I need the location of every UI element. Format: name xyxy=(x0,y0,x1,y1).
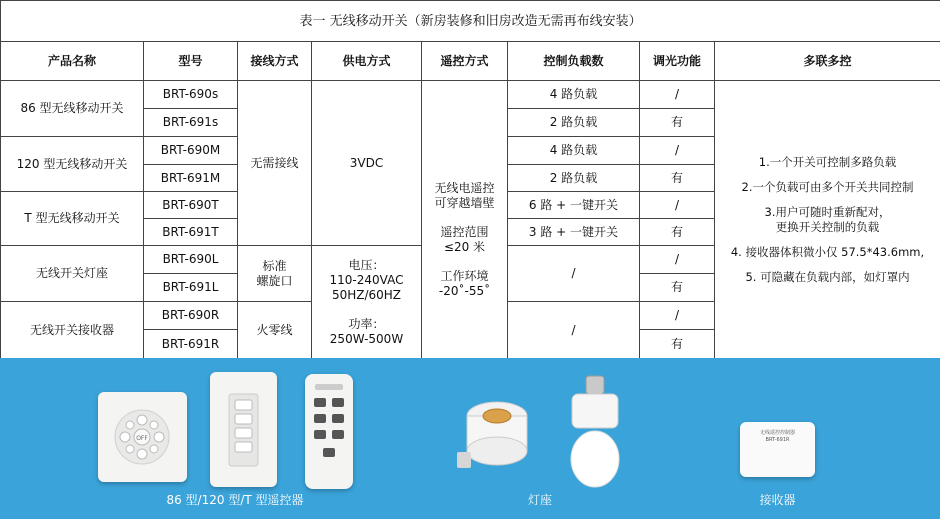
model-cell: BRT-691T xyxy=(144,219,238,246)
load-cell: 4 路负载 xyxy=(508,81,640,109)
model-cell: BRT-690L xyxy=(144,246,238,274)
wiring-cell: 火零线 xyxy=(238,302,312,359)
dimming-cell: / xyxy=(640,137,715,165)
model-cell: BRT-690R xyxy=(144,302,238,330)
wall-remote-120-image xyxy=(210,372,277,487)
product-name: 120 型无线移动开关 xyxy=(1,137,144,192)
lamp-bulb-icon xyxy=(560,374,630,492)
model-cell: BRT-691s xyxy=(144,109,238,137)
wall-remote-86-image xyxy=(98,392,187,482)
product-photo-band xyxy=(0,358,940,519)
power-ac-cell xyxy=(312,246,422,359)
load-cell: 4 路负载 xyxy=(508,137,640,165)
load-cell: / xyxy=(508,302,640,359)
handheld-keys-icon xyxy=(305,374,353,489)
header-power: 供电方式 xyxy=(312,42,422,81)
lamp-holder-caption: 灯座 xyxy=(527,493,552,507)
product-name: 86 型无线移动开关 xyxy=(1,81,144,137)
dimming-cell: 有 xyxy=(640,165,715,192)
receiver-label: 无线遥控控制器 BRT-691R xyxy=(759,430,795,443)
dimming-cell: 有 xyxy=(640,274,715,302)
model-cell: BRT-691R xyxy=(144,330,238,359)
dimming-cell: / xyxy=(640,302,715,330)
remote-keys-icon xyxy=(210,372,277,487)
multi-control-item: 1.一个开关可控制多路负载 xyxy=(758,154,897,169)
remote-line-2: 遥控范围 ≤20 米 xyxy=(440,224,489,254)
handheld-remote-image xyxy=(305,374,353,489)
model-cell: BRT-691L xyxy=(144,274,238,302)
wiring-cell: 无需接线 xyxy=(238,81,312,246)
table-title: 表一 无线移动开关（新房装修和旧房改造无需再布线安装） xyxy=(1,1,940,42)
product-name: 无线开关灯座 xyxy=(1,246,144,302)
lamp-holder-icon xyxy=(455,386,535,481)
multi-control-item: 3.用户可随时重新配对， 更换开关控制的负载 xyxy=(764,204,891,234)
header-load-count: 控制负载数 xyxy=(508,42,640,81)
load-cell: 2 路负载 xyxy=(508,109,640,137)
model-cell: BRT-690T xyxy=(144,192,238,219)
product-name: 无线开关接收器 xyxy=(1,302,144,359)
dimming-cell: / xyxy=(640,192,715,219)
remote-line-1: 无线电遥控 可穿越墙壁 xyxy=(434,180,495,210)
model-cell: BRT-690M xyxy=(144,137,238,165)
header-remote: 遥控方式 xyxy=(422,42,508,81)
receiver-image xyxy=(740,422,815,477)
power-cell: 3VDC xyxy=(312,81,422,246)
remote-dial-icon xyxy=(98,392,187,482)
load-cell: 3 路 + 一键开关 xyxy=(508,219,640,246)
load-cell: / xyxy=(508,246,640,302)
power-voltage: 电压： 110-240VAC 50HZ/60HZ xyxy=(329,257,404,302)
dimming-cell: / xyxy=(640,81,715,109)
header-model: 型号 xyxy=(144,42,238,81)
dimming-cell: 有 xyxy=(640,219,715,246)
multi-control-item: 4. 接收器体积微小仅 57.5*43.6mm, xyxy=(730,244,925,259)
remotes-caption: 86 型/120 型/T 型遥控器 xyxy=(166,493,304,507)
header-wiring: 接线方式 xyxy=(238,42,312,81)
dimming-cell: 有 xyxy=(640,109,715,137)
product-name: T 型无线移动开关 xyxy=(1,192,144,246)
receiver-caption: 接收器 xyxy=(759,493,796,507)
multi-control-item: 5. 可隐藏在负载内部，如灯罩内 xyxy=(745,269,910,284)
model-cell: BRT-690s xyxy=(144,81,238,109)
remote-cell xyxy=(422,81,508,359)
remote-line-3: 工作环境 -20˚-55˚ xyxy=(438,268,491,298)
load-cell: 2 路负载 xyxy=(508,165,640,192)
dimming-cell: / xyxy=(640,246,715,274)
multi-control-cell xyxy=(715,81,940,359)
off-label: OFF xyxy=(136,435,148,442)
load-cell: 6 路 + 一键开关 xyxy=(508,192,640,219)
wiring-cell: 标准 螺旋口 xyxy=(238,246,312,302)
header-multi-control: 多联多控 xyxy=(715,42,940,81)
header-product-name: 产品名称 xyxy=(1,42,144,81)
model-cell: BRT-691M xyxy=(144,165,238,192)
multi-control-item: 2.一个负载可由多个开关共同控制 xyxy=(741,179,914,194)
header-dimming: 调光功能 xyxy=(640,42,715,81)
dimming-cell: 有 xyxy=(640,330,715,359)
power-rating: 功率： 250W-500W xyxy=(329,316,404,346)
